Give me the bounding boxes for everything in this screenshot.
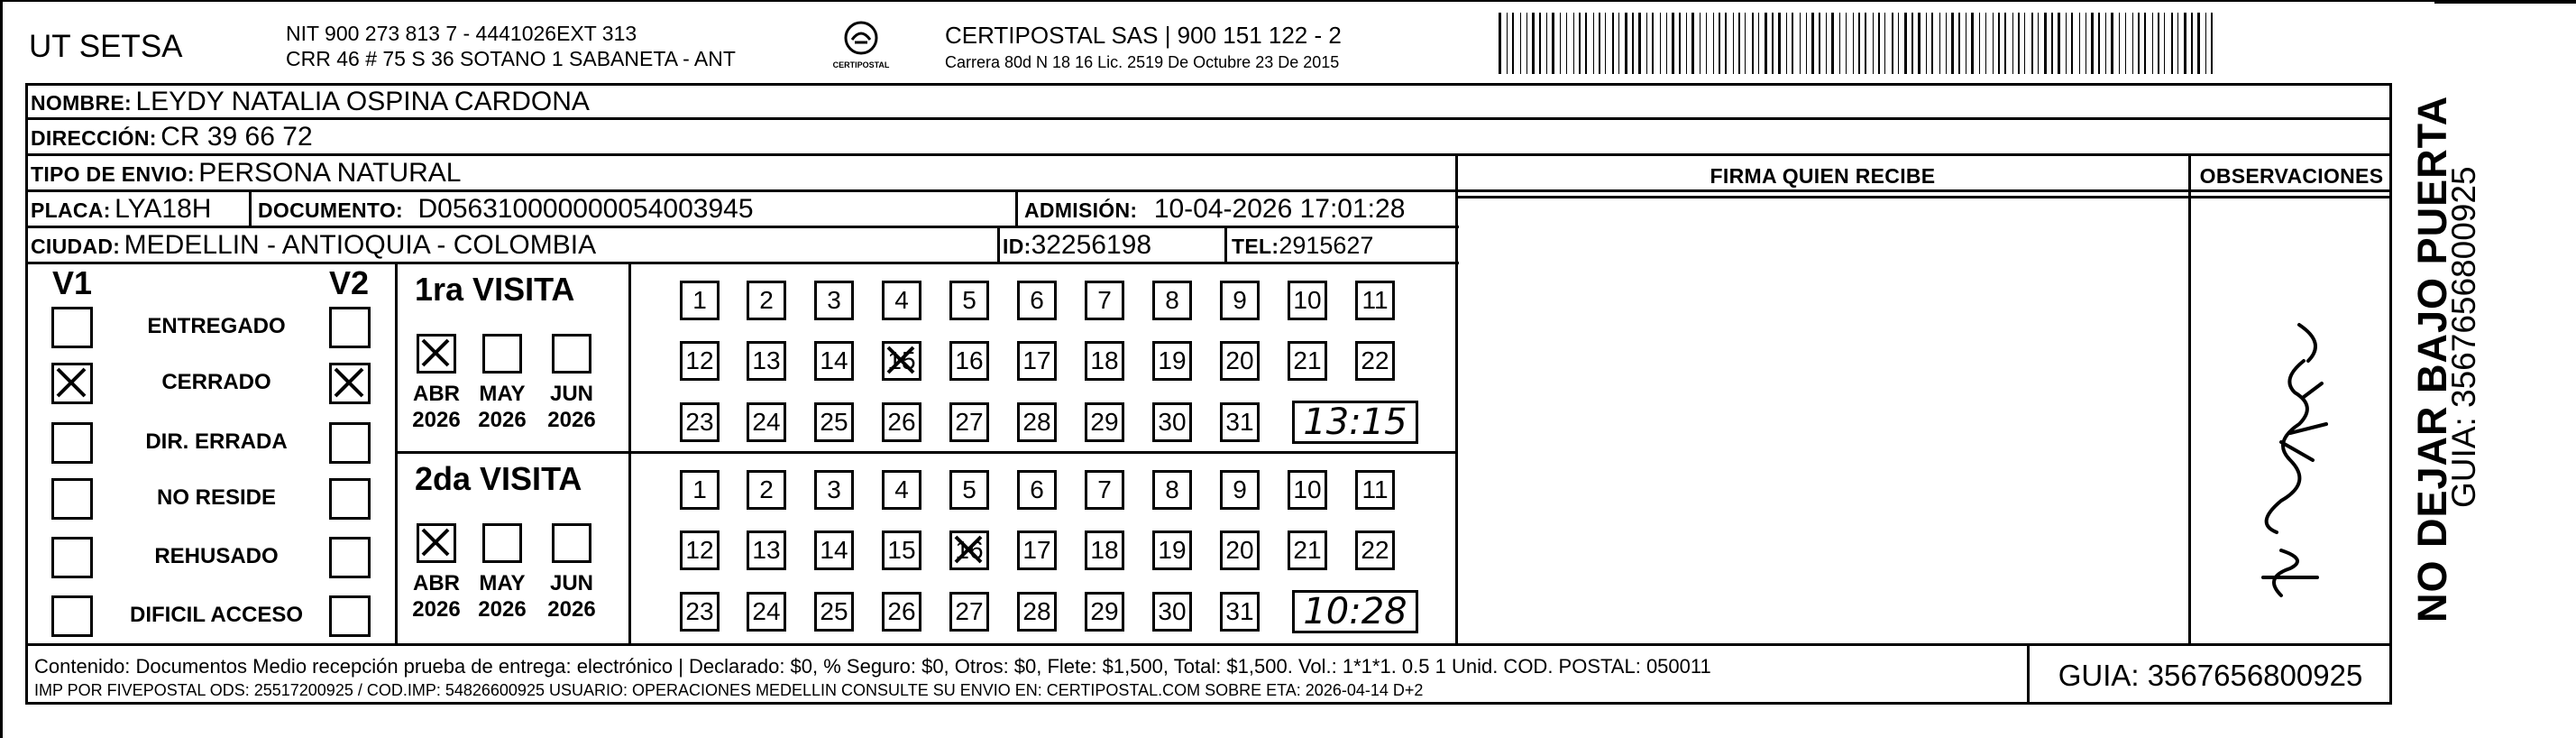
v2-header: V2 [329, 264, 370, 301]
footer-contenido: Contenido: Documentos Medio recepción prueba de entrega: electrónico | Declarado: $0, % Seguro: $0, Otros: $0, Flete: $1,500, Total: $1,500. Vol.: 1*1*1. 0.5 1 Unid. COD. POSTAL: 050011 [34, 655, 1711, 678]
row-line [25, 117, 2392, 120]
day-23-box[interactable]: 23 [680, 402, 720, 442]
month-year: 2026 [547, 408, 596, 432]
day-31-box[interactable]: 31 [1220, 402, 1260, 442]
day-13-box[interactable]: 13 [747, 341, 786, 381]
day-4-box[interactable]: 4 [882, 281, 921, 320]
top-edge [0, 0, 2576, 2]
tipo-row [31, 158, 461, 189]
day-29-box[interactable]: 29 [1085, 402, 1124, 442]
nombre-value: LEYDY NATALIA OSPINA CARDONA [135, 87, 590, 116]
ciudad-value: MEDELLIN - ANTIOQUIA - COLOMBIA [124, 230, 597, 260]
col-line [997, 226, 1000, 262]
month-label [471, 381, 534, 433]
direccion-row [31, 122, 313, 152]
side-guia: GUIA: 3567656800925 [2445, 166, 2482, 508]
month-checkbox[interactable] [482, 334, 522, 374]
month-checkbox[interactable] [417, 523, 456, 563]
day-16-box[interactable]: 16 [949, 341, 989, 381]
tipo-label: TIPO DE ENVIO: [31, 162, 195, 186]
day-1-box[interactable]: 1 [680, 470, 720, 510]
day-1-box[interactable]: 1 [680, 281, 720, 320]
col-line [1224, 226, 1227, 262]
day-10-box[interactable]: 10 [1288, 470, 1327, 510]
status-label: NO RESIDE [156, 485, 277, 510]
v2-checkbox[interactable] [329, 307, 371, 348]
firma-header: FIRMA QUIEN RECIBE [1710, 164, 1936, 188]
tel-cell [1232, 232, 1373, 260]
footer-imp: IMP POR FIVEPOSTAL ODS: 25517200925 / COD.IMP: 54826600925 USUARIO: OPERACIONES MEDELLIN CONSULTE SU ENVIO EN: CERTIPOSTAL.COM SOBRE ETA: 2026-04-14 D+2 [34, 681, 1424, 699]
day-2-box[interactable]: 2 [747, 470, 786, 510]
day-16-box[interactable]: 16 [949, 530, 989, 570]
v1-checkbox[interactable] [51, 307, 93, 348]
v2-checkbox[interactable] [329, 537, 371, 578]
day-5-box[interactable]: 5 [949, 470, 989, 510]
month-year: 2026 [478, 408, 527, 432]
check-mark-icon [54, 365, 90, 401]
observaciones-header: OBSERVACIONES [2199, 164, 2384, 188]
license-line: Carrera 80d N 18 16 Lic. 2519 De Octubre 23 De 2015 [945, 53, 1340, 71]
address-line: CRR 46 # 75 S 36 SOTANO 1 SABANETA - ANT [286, 47, 736, 70]
visit-title: 2da VISITA [415, 460, 582, 497]
documento-value: D056310000000054003945 [417, 194, 754, 224]
tel-value: 2915627 [1279, 232, 1374, 259]
admision-cell [1024, 194, 1405, 225]
day-5-box[interactable]: 5 [949, 281, 989, 320]
day-12-box[interactable]: 12 [680, 341, 720, 381]
col-line [1455, 153, 1458, 643]
nombre-label: NOMBRE: [31, 91, 132, 115]
day-24-box[interactable]: 24 [747, 592, 786, 632]
admision-value: 10-04-2026 17:01:28 [1153, 194, 1406, 224]
col-line [2188, 153, 2191, 643]
id-cell [1003, 230, 1151, 261]
day-7-box[interactable]: 7 [1085, 281, 1124, 320]
check-mark-icon [332, 365, 368, 401]
check-mark-icon [952, 533, 986, 567]
day-19-box[interactable]: 19 [1152, 341, 1192, 381]
day-11-box[interactable]: 11 [1355, 281, 1395, 320]
day-9-box[interactable]: 9 [1220, 281, 1260, 320]
logo-icon [841, 18, 881, 58]
row-line [25, 226, 1459, 228]
ciudad-cell [31, 230, 596, 261]
day-27-box[interactable]: 27 [949, 402, 989, 442]
day-24-box[interactable]: 24 [747, 402, 786, 442]
day-30-box[interactable]: 30 [1152, 402, 1192, 442]
direccion-label: DIRECCIÓN: [31, 126, 157, 150]
day-20-box[interactable]: 20 [1220, 341, 1260, 381]
placa-value: LYA18H [115, 194, 212, 224]
check-mark-icon [419, 526, 454, 560]
day-3-box[interactable]: 3 [814, 470, 854, 510]
day-12-box[interactable]: 12 [680, 530, 720, 570]
row-line [395, 451, 1456, 454]
month-label [471, 570, 534, 623]
day-11-box[interactable]: 11 [1355, 470, 1395, 510]
company-name: UT SETSA [29, 29, 183, 64]
day-18-box[interactable]: 18 [1085, 341, 1124, 381]
row-line [1456, 196, 2392, 198]
documento-cell [258, 194, 754, 225]
month-year: 2026 [412, 597, 461, 622]
day-10-box[interactable]: 10 [1288, 281, 1327, 320]
ciudad-label: CIUDAD: [31, 235, 121, 258]
left-edge [0, 0, 3, 738]
top-edge-right [2434, 0, 2576, 4]
day-18-box[interactable]: 18 [1085, 530, 1124, 570]
day-28-box[interactable]: 28 [1017, 402, 1057, 442]
admision-label: ADMISIÓN: [1024, 198, 1138, 222]
day-22-box[interactable]: 22 [1355, 341, 1395, 381]
carrier-line: CERTIPOSTAL SAS | 900 151 122 - 2 [945, 22, 1342, 49]
day-31-box[interactable]: 31 [1220, 592, 1260, 632]
day-26-box[interactable]: 26 [882, 592, 921, 632]
day-6-box[interactable]: 6 [1017, 470, 1057, 510]
v1-checkbox[interactable] [51, 595, 93, 637]
day-9-box[interactable]: 9 [1220, 470, 1260, 510]
status-label: REHUSADO [154, 544, 279, 568]
month-year: 2026 [547, 597, 596, 622]
v2-checkbox[interactable] [329, 595, 371, 637]
day-21-box[interactable]: 21 [1288, 341, 1327, 381]
day-20-box[interactable]: 20 [1220, 530, 1260, 570]
month-label [405, 381, 468, 433]
day-25-box[interactable]: 25 [814, 592, 854, 632]
status-label: DIFICIL ACCESO [129, 603, 303, 627]
day-2-box[interactable]: 2 [747, 281, 786, 320]
month-checkbox[interactable] [552, 523, 591, 563]
v1-checkbox[interactable] [51, 422, 93, 464]
row-line [25, 189, 2392, 192]
documento-label: DOCUMENTO: [258, 198, 404, 222]
month-label [540, 381, 603, 433]
handwritten-signature [2227, 307, 2353, 613]
status-label: CERRADO [161, 370, 271, 394]
row-line [25, 153, 2392, 156]
month-name: MAY [479, 382, 526, 406]
status-label: DIR. ERRADA [145, 429, 288, 454]
placa-label: PLACA: [31, 198, 111, 222]
month-name: ABR [413, 382, 460, 406]
day-30-box[interactable]: 30 [1152, 592, 1192, 632]
day-13-box[interactable]: 13 [747, 530, 786, 570]
day-25-box[interactable]: 25 [814, 402, 854, 442]
day-21-box[interactable]: 21 [1288, 530, 1327, 570]
check-mark-icon [419, 337, 454, 371]
day-19-box[interactable]: 19 [1152, 530, 1192, 570]
v1-header: V1 [52, 264, 93, 301]
v2-checkbox[interactable] [329, 363, 371, 404]
id-label: ID: [1003, 235, 1031, 258]
day-17-box[interactable]: 17 [1017, 341, 1057, 381]
month-label [540, 570, 603, 623]
month-checkbox[interactable] [417, 334, 456, 374]
month-name: JUN [549, 571, 593, 595]
col-line [1015, 189, 1018, 226]
day-8-box[interactable]: 8 [1152, 281, 1192, 320]
day-4-box[interactable]: 4 [882, 470, 921, 510]
month-year: 2026 [412, 408, 461, 432]
day-27-box[interactable]: 27 [949, 592, 989, 632]
certipostal-logo: CERTIPOSTAL [825, 18, 897, 69]
row-line [25, 262, 1459, 264]
nombre-row [31, 87, 590, 117]
month-name: JUN [549, 382, 593, 406]
month-checkbox[interactable] [552, 334, 591, 374]
day-29-box[interactable]: 29 [1085, 592, 1124, 632]
day-14-box[interactable]: 14 [814, 341, 854, 381]
day-14-box[interactable]: 14 [814, 530, 854, 570]
month-year: 2026 [478, 597, 527, 622]
day-17-box[interactable]: 17 [1017, 530, 1057, 570]
no-dejar-warning: NO DEJAR BAJO PUERTA [2409, 95, 2455, 623]
day-26-box[interactable]: 26 [882, 402, 921, 442]
month-name: ABR [413, 571, 460, 595]
visit-time: 13:15 [1292, 401, 1418, 444]
day-8-box[interactable]: 8 [1152, 470, 1192, 510]
v2-checkbox[interactable] [329, 478, 371, 520]
v1-checkbox[interactable] [51, 537, 93, 578]
day-28-box[interactable]: 28 [1017, 592, 1057, 632]
day-23-box[interactable]: 23 [680, 592, 720, 632]
day-3-box[interactable]: 3 [814, 281, 854, 320]
tipo-value: PERSONA NATURAL [198, 158, 462, 188]
id-value: 32256198 [1031, 230, 1152, 260]
v2-checkbox[interactable] [329, 422, 371, 464]
day-15-box[interactable]: 15 [882, 341, 921, 381]
day-15-box[interactable]: 15 [882, 530, 921, 570]
check-mark-icon [885, 344, 919, 378]
nit-line: NIT 900 273 813 7 - 4441026EXT 313 [286, 22, 637, 45]
placa-cell [31, 194, 211, 225]
day-7-box[interactable]: 7 [1085, 470, 1124, 510]
col-line [249, 189, 252, 226]
day-6-box[interactable]: 6 [1017, 281, 1057, 320]
footer-guia: GUIA: 3567656800925 [2058, 659, 2363, 692]
barcode-icon [1497, 13, 2218, 76]
status-label: ENTREGADO [147, 314, 286, 338]
visit-time: 10:28 [1292, 590, 1418, 633]
month-checkbox[interactable] [482, 523, 522, 563]
direccion-value: CR 39 66 72 [160, 122, 313, 152]
month-name: MAY [479, 571, 526, 595]
v1-checkbox[interactable] [51, 363, 93, 404]
v1-checkbox[interactable] [51, 478, 93, 520]
tel-label: TEL: [1232, 235, 1279, 258]
day-22-box[interactable]: 22 [1355, 530, 1395, 570]
row-line [25, 643, 2392, 646]
month-label [405, 570, 468, 623]
visit-title: 1ra VISITA [415, 271, 575, 308]
